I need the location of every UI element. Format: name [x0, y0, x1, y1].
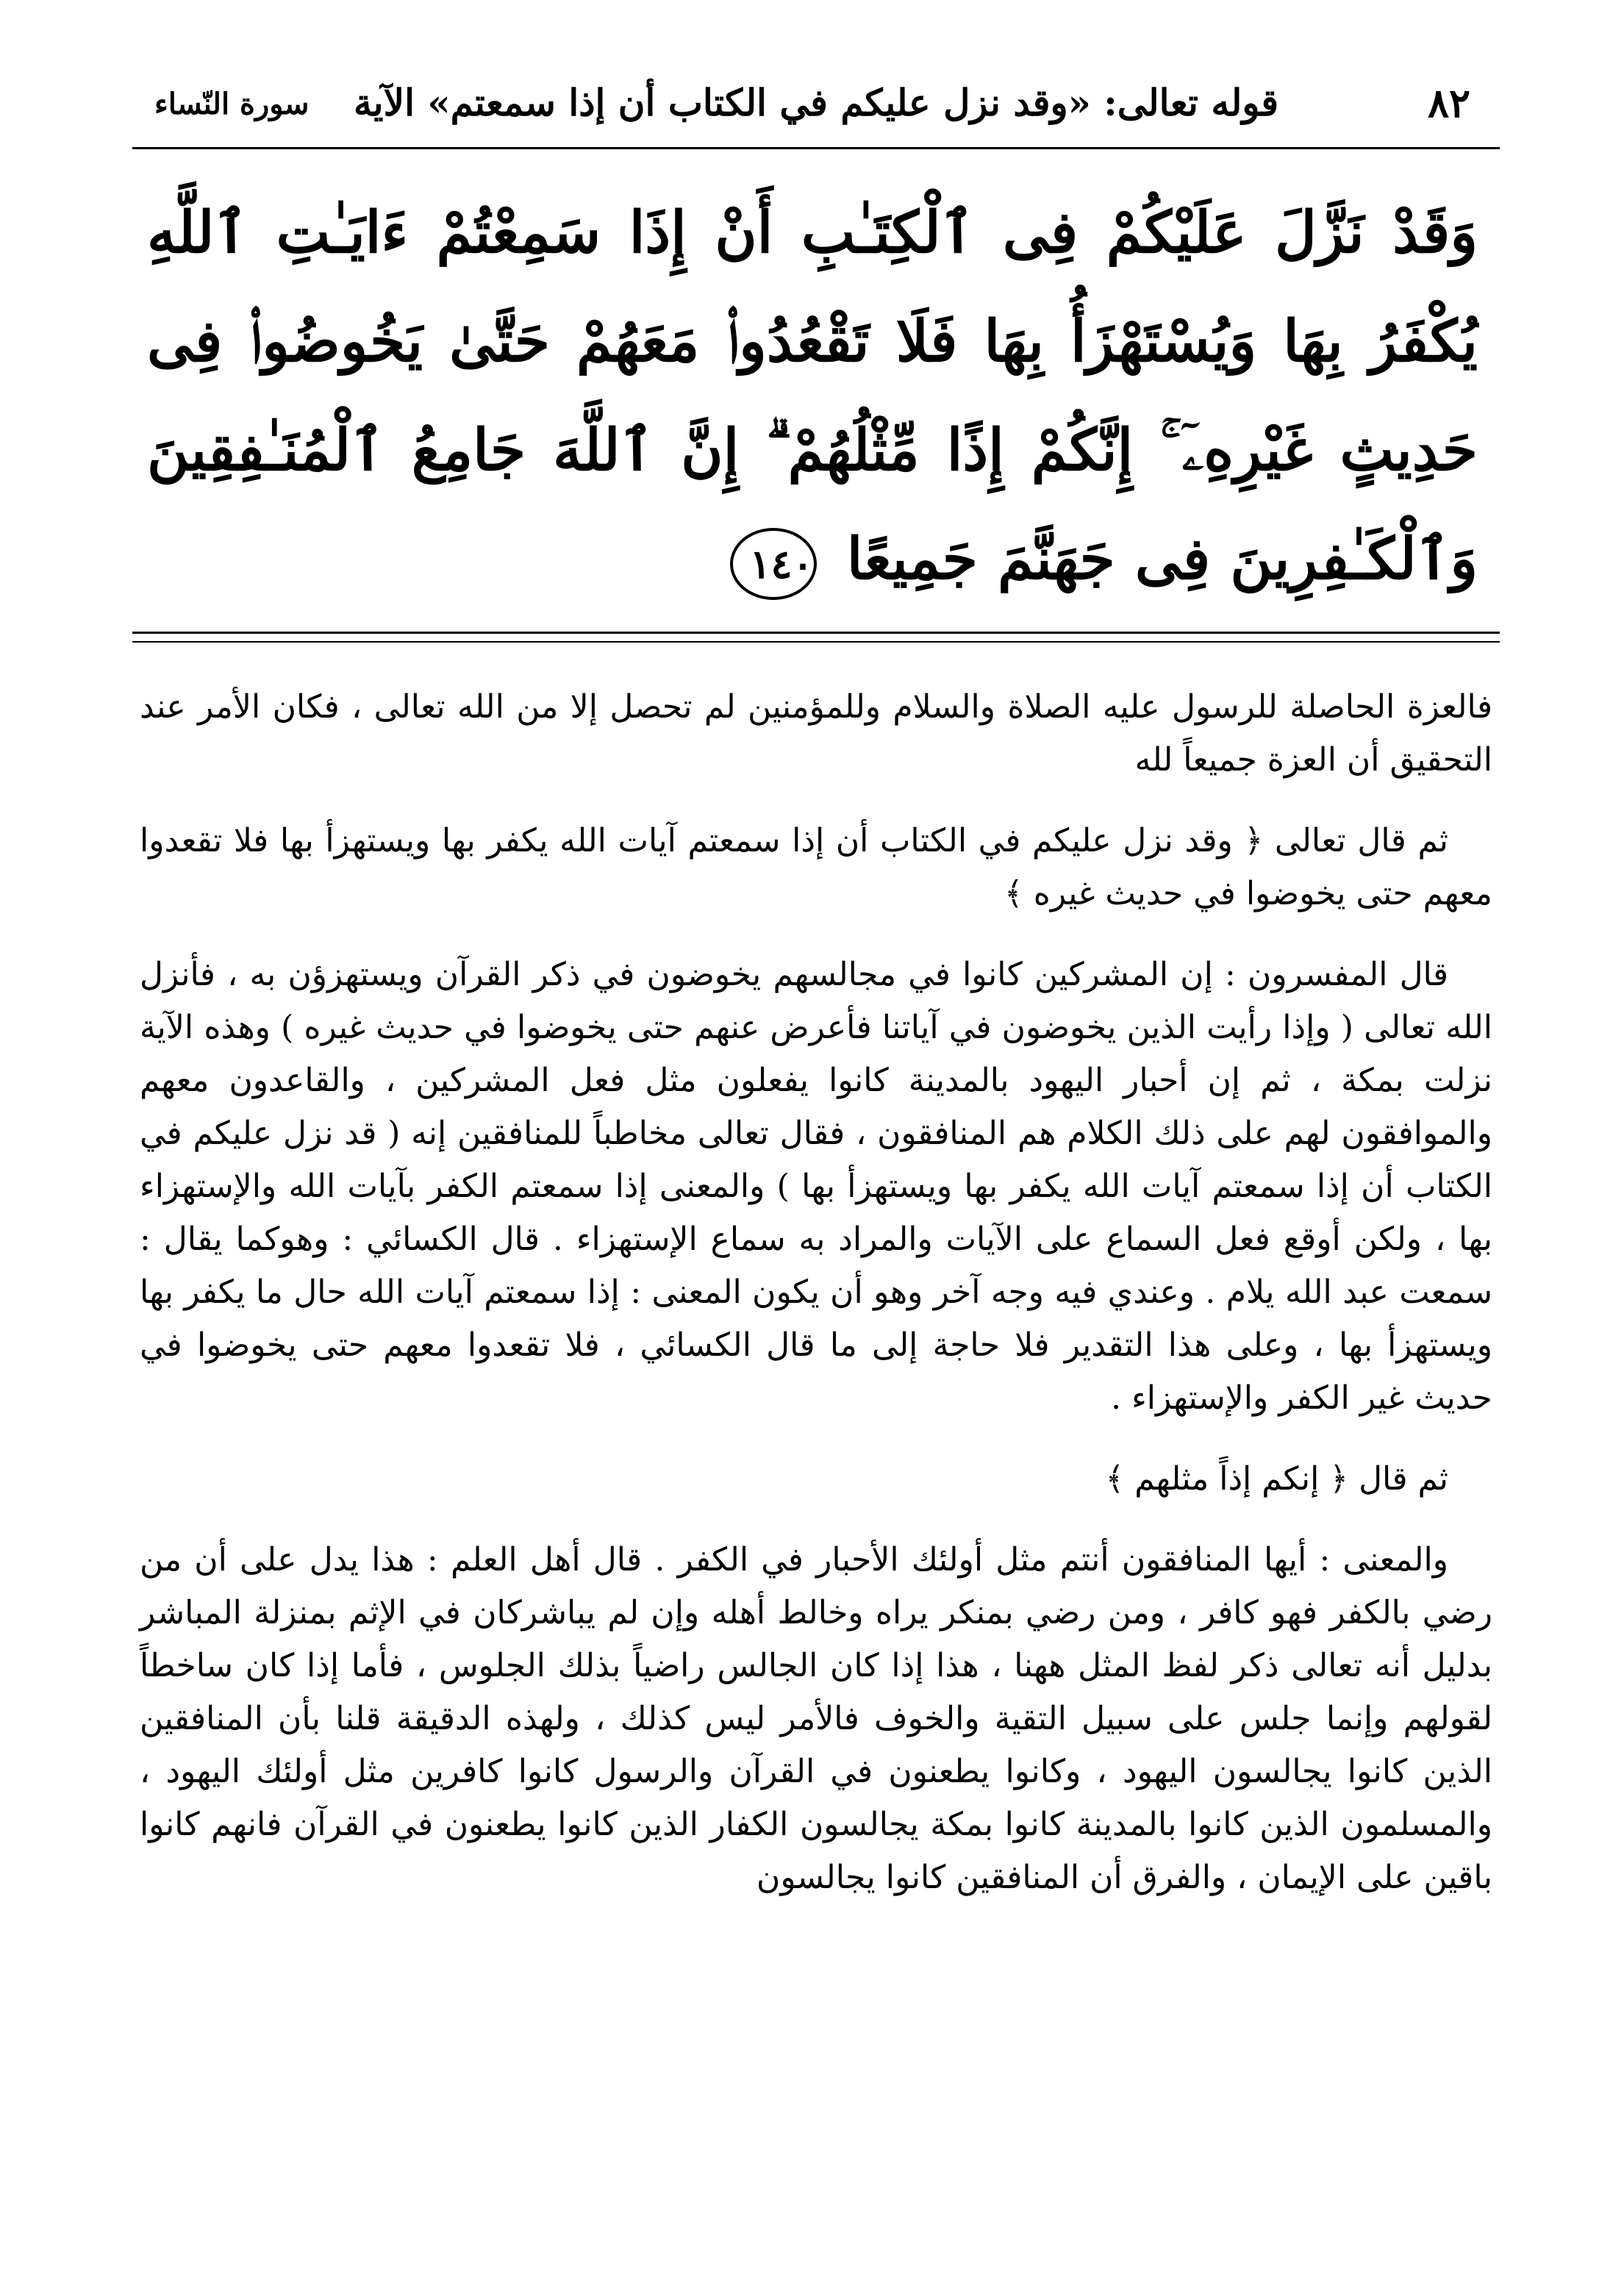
running-header [132, 59, 1500, 149]
commentary-paragraph-3: قال المفسرون : إن المشركين كانوا في مجالسهم يخوضون في ذكر القرآن ويستهزؤن به ، فأنزل الله تعالى ( وإذا رأيت الذين يخوضون في آياتنا فأعرض عنهم حتى يخوضوا في حديث غيره ) وهذه الآية نزلت بمكة ، ثم إن أحبار اليهود بالمدينة كانوا يفعلون مثل فعل المشركين ، والقاعدون معهم والموافقون لهم على ذلك الكلام هم المنافقون ، فقال تعالى مخاطباً للمنافقين إنه ( قد نزل عليكم في الكتاب أن إذا سمعتم آيات الله يكفر بها ويستهزأ بها ) والمعنى إذا سمعتم الكفر بآيات الله والإستهزاء بها ، ولكن أوقع فعل السماع على الآيات والمراد به سماع الإستهزاء . قال الكسائي : وهوكما يقال : سمعت عبد الله يلام . وعندي فيه وجه آخر وهو أن يكون المعنى : إذا سمعتم آيات الله حال ما يكفر بها ويستهزأ بها ، وعلى هذا التقدير فلا حاجة إلى ما قال الكسائي ، فلا تقعدوا معهم حتى يخوضوا في حديث غير الكفر والإستهزاء . [140, 956, 1492, 1417]
commentary-paragraph-5: والمعنى : أيها المنافقون أنتم مثل أولئك الأحبار في الكفر . قال أهل العلم : هذا يدل على أن من رضي بالكفر فهو كافر ، ومن رضي بمنكر يراه وخالط أهله وإن لم يباشركان في الإثم بمنزلة المباشر بدليل أنه تعالى ذكر لفظ المثل ههنا ، هذا إذا كان الجالس راضياً بذلك الجلوس ، فأما إذا كان ساخطاً لقولهم وإنما جلس على سبيل التقية والخوف فالأمر ليس كذلك ، ولهذه الدقيقة قلنا بأن المنافقين الذين كانوا يجالسون اليهود ، وكانوا يطعنون في القرآن والرسول كانوا كافرين مثل أولئك اليهود ، والمسلمون الذين كانوا بالمدينة كانوا بمكة يجالسون الكفار الذين كانوا يطعنون في القرآن فانهم كانوا باقين على الإيمان ، والفرق أن المنافقين كانوا يجالسون [140, 1541, 1492, 1896]
ayah-number-marker: ١٤٠ [730, 528, 817, 600]
verse-text: وَقَدْ نَزَّلَ عَلَيْكُمْ فِى ٱلْكِتَـٰبِ أَنْ إِذَا سَمِعْتُمْ ءَايَـٰتِ ٱللَّهِ يُكْفَرُ بِهَا وَيُسْتَهْزَأُ بِهَا فَلَا تَقْعُدُوا۟ مَعَهُمْ حَتَّىٰ يَخُوضُوا۟ فِى حَدِيثٍ غَيْرِهِۦٓ ۚ إِنَّكُمْ إِذًا مِّثْلُهُمْ ۗ إِنَّ ٱللَّهَ جَامِعُ ٱلْمُنَـٰفِقِينَ وَٱلْكَـٰفِرِينَ فِى جَهَنَّمَ جَمِيعًا [147, 199, 1478, 593]
page [132, 59, 1500, 2250]
commentary [132, 681, 1500, 1904]
divider-line [132, 641, 1500, 643]
commentary-paragraph-1: فالعزة الحاصلة للرسول عليه الصلاة والسلام وللمؤمنين لم تحصل إلا من الله تعالى ، فكان الأمر عند التحقيق أن العزة جميعاً لله [140, 688, 1492, 779]
verse-divider [132, 632, 1500, 643]
header-title: قوله تعالى: «وقد نزل عليكم في الكتاب أن إذا سمعتم» الآية [353, 81, 1279, 124]
surah-name: سورة النّساء [154, 87, 310, 121]
page-number: ٨٢ [1427, 79, 1470, 126]
quran-verse [132, 179, 1500, 614]
commentary-paragraph-4: ثم قال ﴿ إنكم إذاً مثلهم ﴾ [1105, 1460, 1448, 1498]
commentary-paragraph-2: ثم قال تعالى ﴿ وقد نزل عليكم في الكتاب أن إذا سمعتم آيات الله يكفر بها ويستهزأ بها فلا تقعدوا معهم حتى يخوضوا في حديث غيره ﴾ [140, 822, 1492, 912]
